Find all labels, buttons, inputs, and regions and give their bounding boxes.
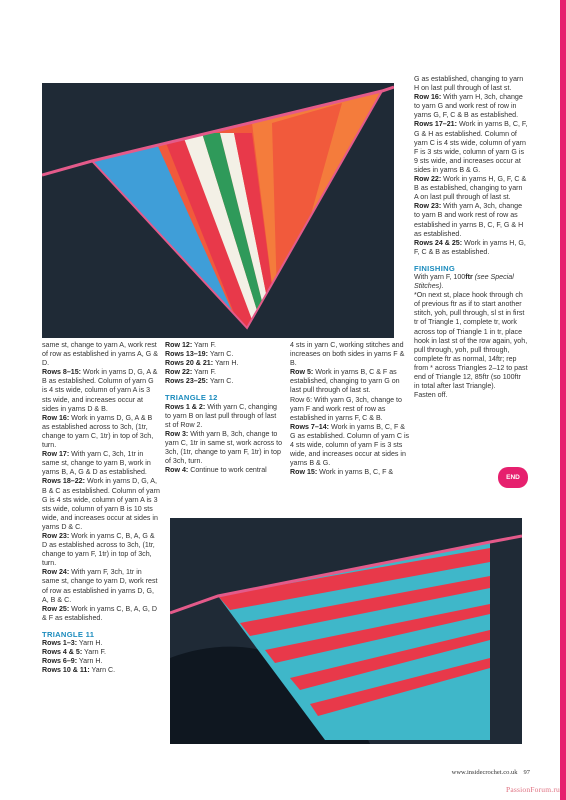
row-label: Rows 1 & 2:: [165, 402, 206, 411]
row-label: Rows 4 & 5:: [42, 648, 83, 657]
row-instruction: [42, 368, 160, 413]
row-label: Rows 13–19:: [165, 350, 208, 359]
stitch-name: ftr: [465, 272, 473, 281]
footer-url[interactable]: www.insidecrochet.co.uk: [451, 769, 518, 776]
row-text: Work in yarns B, C, F &: [317, 468, 394, 477]
row-text: Yarn F.: [192, 368, 216, 377]
bunting-photo-top: [42, 83, 394, 338]
row-instruction: [42, 477, 160, 532]
row-label: Row 25:: [42, 604, 70, 613]
text-column-2: [165, 341, 283, 475]
row-text: Work in yarns H, G, F, C & B as established.: [414, 238, 526, 256]
row-label: Row 16:: [42, 413, 70, 422]
row-instruction: [165, 403, 283, 430]
row-text: Work in yarns C, B, A, G, D & F as established.: [42, 604, 157, 622]
row-text: Continue to work central: [188, 466, 267, 475]
row-instruction: [42, 639, 160, 648]
row-instruction: [414, 175, 528, 202]
row-instruction: [42, 666, 160, 675]
text-column-1: [42, 341, 160, 675]
row-instruction: [290, 368, 410, 395]
row-text: Work in yarns H, G, F, C & B as established, changing to yarn A on last pull through of last st.: [414, 175, 527, 202]
bunting-photo-bottom: [170, 518, 522, 744]
row-instruction: [165, 430, 283, 466]
row-label: Row 22:: [414, 175, 442, 184]
paragraph: Fasten off.: [414, 391, 448, 400]
row-instruction: [290, 423, 410, 468]
row-instruction: [165, 341, 283, 350]
row-text: Yarn H.: [77, 657, 103, 666]
row-label: Row 15:: [290, 468, 318, 477]
row-label: Row 17:: [42, 450, 70, 459]
row-instruction: [165, 377, 283, 386]
row-label: Rows 23–25:: [165, 377, 208, 386]
row-text: Work in yarns B, C, F, G & H as established. Column of yarn C is 4 sts wide, column of yarn F is 3 sts wide, column of yarn G is 9 sts wide, and increases occur at sides in yarns B & G.: [414, 120, 528, 174]
row-text: Yarn F.: [82, 648, 107, 657]
row-instruction: [165, 350, 283, 359]
row-text: With yarn A, 3ch, change to yarn B and work rest of row as established in yarns B, C, F, G & H as established.: [414, 202, 524, 238]
row-text: Work in yarns D, G, A, B & C as established. Column of yarn G is 4 sts wide, column of yarn A is 3 sts wide, column of yarn B is 10 sts wide, and increases occur at sides in yarns D & C.: [42, 477, 160, 531]
row-label: Row 23:: [42, 531, 70, 540]
row-text: With yarn F, 3ch, 1tr in same st, change to yarn D, work rest of row as established in yarns D, G, A, B & C.: [42, 568, 158, 604]
row-label: Row 5:: [290, 368, 314, 377]
row-instruction: [42, 568, 160, 604]
row-instruction: [165, 368, 283, 377]
row-text: With yarn C, 3ch, 1tr in same st, change to yarn B, work in yarns B, A, G & D as established.: [42, 450, 151, 477]
paragraph: G as established, changing to yarn H on last pull through of last st.: [414, 75, 524, 93]
row-label: Rows 17–21:: [414, 120, 457, 129]
row-label: Rows 8–15:: [42, 368, 82, 377]
row-label: Row 24:: [42, 568, 70, 577]
row-label: Row 12:: [165, 341, 193, 349]
row-label: Row 22:: [165, 368, 193, 377]
row-text: Yarn C.: [89, 666, 116, 675]
row-instruction: [414, 202, 528, 238]
row-instruction: [414, 120, 528, 175]
section-heading: TRIANGLE 11: [42, 629, 95, 639]
row-instruction: [414, 239, 528, 257]
row-instruction: [414, 93, 528, 120]
row-label: Rows 10 & 11:: [42, 666, 90, 675]
row-label: Rows 6–9:: [42, 657, 78, 666]
row-instruction: [42, 605, 160, 623]
text-column-3: [290, 341, 410, 477]
row-text: With yarn C, changing to yarn B on last pull through of last st of Row 2.: [165, 402, 277, 429]
row-label: Rows 24 & 25:: [414, 238, 463, 247]
page-edge-accent: [560, 0, 566, 800]
row-text: Yarn H.: [77, 639, 103, 647]
row-text: Yarn C.: [207, 350, 234, 359]
row-instruction: [42, 414, 160, 450]
row-label: Row 4:: [165, 466, 189, 475]
text: With yarn F, 100: [414, 272, 466, 281]
row-label: Row 3:: [165, 429, 189, 438]
row-text: Work in yarns D, G, A & B as established across to 3ch, (1tr, change to yarn C, 1tr) in top of 3ch, turn.: [42, 413, 154, 450]
section-heading: FINISHING: [414, 263, 456, 273]
paragraph: *On next st, place hook through ch of previous ftr as if to start another stitch, yoh, pull through, sl st in first tr of Triangle 1, complete tr, work across top of Triangle 1 in tr, place hook in last st of the row again, yoh, pull through, yoh, pull through, complete ftr as normal, 14ftr; rep from * across Triangles 2–12 to past end of Triangle 12, 85ftr (so 100ftr in total after last Triangle).: [414, 291, 528, 391]
watermark: PassionForum.ru: [505, 785, 560, 794]
paragraph: same st, change to yarn A, work rest of row as established in yarns A, G & D.: [42, 341, 158, 368]
row-instruction: [165, 359, 283, 368]
text-column-4: [414, 75, 528, 400]
row-text: Yarn C.: [207, 377, 234, 386]
page-footer: [446, 769, 530, 776]
page-number: 97: [523, 769, 530, 776]
row-text: Work in yarns B, C & F as established, changing to yarn G on last pull through of last st.: [290, 368, 400, 395]
section-heading: TRIANGLE 12: [165, 393, 218, 403]
row-label: Rows 18–22:: [42, 477, 85, 486]
row-text: With yarn H, 3ch, change to yarn G and work rest of row in yarns G, F, C & B as established.: [414, 93, 523, 120]
paragraph: 4 sts in yarn C, working stitches and increases on both sides in yarns F & B.: [290, 341, 405, 368]
row-text: Work in yarns C, B, A, G & D as established across to 3ch, (1tr, change to yarn F, 1tr) in top of 3ch, turn.: [42, 531, 155, 568]
row-text: With yarn B, 3ch, change to yarn C, 1tr in same st, work across to 3ch, (1tr, change to yarn F, 1tr) in top of 3ch, turn.: [165, 429, 283, 466]
row-text: Yarn F.: [192, 341, 216, 349]
row-instruction: [165, 466, 283, 475]
row-label: Rows 20 & 21:: [165, 359, 214, 368]
row-text: Work in yarns D, G, A & B as established. Column of yarn G is 4 sts wide, column of yarn A is 3 sts wide, and increases occur at sides in yarns D & B.: [42, 368, 158, 413]
row-text: Work in yarns B, C, F & G as established. Column of yarn C is 4 sts wide, column of yarn F is 3 sts wide, and increases occur at sides in yarns B & G.: [290, 422, 410, 468]
reference-note: (see Special Stitches).: [414, 272, 514, 291]
row-instruction: [42, 450, 160, 477]
paragraph: Row 6: With yarn G, 3ch, change to yarn F and work rest of row as established in yarns F, C & B.: [290, 395, 402, 422]
row-label: Row 23:: [414, 202, 442, 211]
end-badge: END: [498, 467, 528, 488]
row-label: Row 16:: [414, 93, 442, 102]
row-instruction: [42, 657, 160, 666]
row-instruction: [290, 468, 410, 477]
row-label: Rows 7–14:: [290, 422, 330, 431]
row-instruction: [42, 532, 160, 568]
row-instruction: [42, 648, 160, 657]
row-label: Rows 1–3:: [42, 639, 78, 647]
paragraph: [414, 273, 528, 291]
row-text: Yarn H.: [213, 359, 239, 368]
